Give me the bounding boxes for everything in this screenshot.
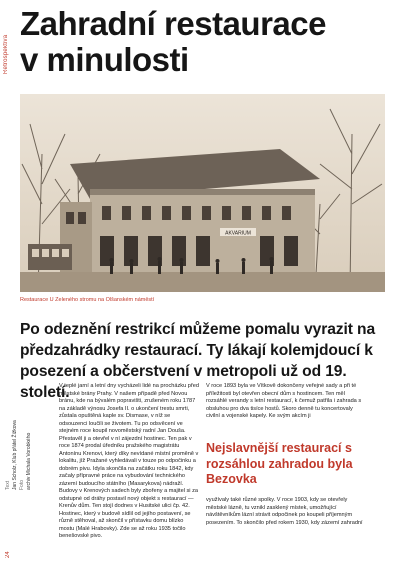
credit-text-label: Text bbox=[5, 480, 11, 490]
body-column-2-bottom: využívaly také různé spolky. V roce 1903, kdy se otevřely městské lázně, tu vznikl zasklený místek, umožňující návštěvníkům lázní strávit odpočinek po koupeli příjemným posezením. To skončilo před rokem 1930, kdy zázemí zahradní bbox=[206, 497, 363, 526]
article-title bbox=[20, 6, 390, 78]
historic-photo bbox=[20, 94, 385, 292]
section-subheading: Nejslavnější restaurací s rozsáhlou zahradou byla Bezovka bbox=[206, 441, 353, 486]
photo-caption: Restaurace U Zeleného stromu na Olšanském náměstí bbox=[20, 297, 155, 303]
body-column-2-top: V roce 1893 byla ve Vítkově dokončeny veřejné sady a při té příležitosti byl otevřen obecní dům s hostincem. Ten měl rozsáhlé verandy s letní restaurací, k čemuž patřila i zahrada s obsluhou pro dva tisíce hostů. Skoro denně tu koncertovaly civilní a vojenské kapely. Ke svým akcím ji bbox=[206, 383, 362, 419]
lead-paragraph: Po odeznění restrikcí můžeme pomalu vyrazit na předzahrádky restaurací. Ty lákají kolemjdoucí k posezení a občerstvení v metropoli už od 19. století. bbox=[20, 321, 376, 401]
credit-text-author: Jan Scholz, Klub přátel Žižkova bbox=[12, 420, 18, 490]
credit-photo-label: Foto bbox=[19, 479, 25, 490]
title-line-1: Zahradní restaurace bbox=[20, 5, 326, 42]
credit-photo-author: archiv Michala Vorobkého bbox=[26, 432, 32, 490]
body-column-1: V teplé jarní a letní dny vycházeli lidé na procházku před městské brány Prahy. V našem případě před Novou bránu, kde na bývalém popravišti, zrušeném roku 1787 na základě výnosu Josefa II. o ukončení trestu smrti, zůstala opuštěná kaple sv. Dismase, v níž se odsouzenci loučili se životem. Tu po odsvěcení ve stejném roce koupil novoměstský radní Jan Douša. Přestavěl ji a otevřel v ní zájezdní hostinec. Ten pak v roce 1874 prodal úředníku pražského magistrátu Antonínu Krenovi, který díky nevídané místní proměně v lokalitu, jíž Pražané vyhledávali v touze po odpočinku a dobrém pivu. Idyla skončila na začátku roku 1842, kdy začaly přípravné práce na vybudování technického zázemí budoucího státního (Masarykova) nádraží. Budovy v Krenových sadech byly zbořeny a majitel si za odstupné od dráhy postavil nový objekt s restaurací — Krenův dům. Ten stojí dodnes v Husitské ulici čp. 42. Hostinec, který v budově sídlil od jejího postavení, se různě stěhoval, až skončil v přístavku domu blízko mostu (Malé Hrabovky). Zde se až roku 1935 točilo benešovské pivo. bbox=[59, 383, 199, 539]
page-number: 24 bbox=[5, 551, 11, 558]
credits bbox=[5, 380, 35, 490]
section-rubric: Retrospektiva bbox=[3, 34, 9, 74]
title-line-2: v minulosti bbox=[20, 41, 189, 78]
building-sign: AKVARIUM bbox=[225, 230, 251, 237]
